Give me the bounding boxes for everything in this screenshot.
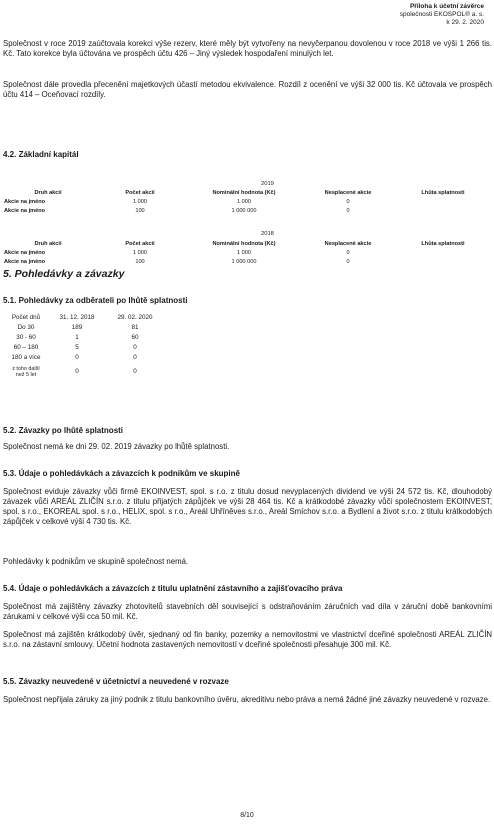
col-share-count: Počet akcií [125,241,155,247]
col-days: Počet dnů [11,314,41,321]
cell-value-2018: 1 [75,334,79,341]
cell-unpaid-shares: 0 [346,199,350,205]
col-maturity: Lhůta splatnosti [421,241,465,247]
cell-share-type: Akcie na jméno [4,259,46,265]
col-unpaid-shares: Nesplacené akcie [324,241,372,247]
col-nominal-value: Nominální hodnota (Kč) [212,241,276,247]
cell-value-2018: 0 [75,368,79,375]
col-date-2020: 29. 02. 2020 [117,314,153,321]
col-share-count: Počet akcií [125,190,155,196]
cell-nominal-value: 1 000 000 [231,259,257,265]
cell-unpaid-shares: 0 [346,208,350,214]
label-part-a: z toho další [12,366,40,372]
col-share-type: Druh akcií [34,190,62,196]
cell-unpaid-shares: 0 [346,259,350,265]
cell-share-count: 100 [135,208,145,214]
cell-value-2018: 5 [75,344,79,351]
header-line-1: Příloha k účetní závěrce [409,3,484,10]
table-row [4,323,164,333]
cell-share-count: 1 000 [133,250,147,256]
cell-share-type: Akcie na jméno [4,208,46,214]
section-4-2-title: 4.2. Základní kapitál [3,150,79,159]
cell-unpaid-shares: 0 [346,250,350,256]
receivables-table [4,313,164,381]
col-share-type: Druh akcií [34,241,62,247]
cell-share-count: 100 [135,259,145,265]
cell-value-2020: 0 [133,344,137,351]
cell-share-count: 1 000 [133,199,147,205]
cell-value-2020: 60 [131,334,139,341]
intro-paragraph-2: Společnost dále provedla přecenění majetkových účastí metodou ekvivalence. Rozdíl z ocenění ve výši 32 000 tis. Kč účtovala ve prospěch účtu 414 – Oceňovací rozdíly. [3,80,492,99]
section-5-5-text: Společnost nepřijala záruky za jiný podnik z titulu bankovního úvěru, akreditivu nebo práva a nemá žádné jiné závazky neuvedené v rozvaze. [3,695,491,704]
section-5-5-title: 5.5. Závazky neuvedené v účetnictví a neuvedené v rozvaze [3,677,229,686]
cell-days [4,363,48,381]
capital-table-header [4,240,490,249]
table-row [4,258,490,267]
cell-share-type: Akcie na jméno [4,250,46,256]
cell-value-2018: 189 [71,324,83,331]
section-5-3-text-2: Pohledávky k podnikům ve skupině společnost nemá. [3,557,189,566]
cell-value-2020: 0 [133,354,137,361]
cell-days: Do 30 [17,324,35,331]
section-5-title: 5. Pohledávky a závazky [3,268,125,280]
cell-days: 60 – 180 [13,344,39,351]
intro-paragraph-1: Společnost v roce 2019 zaúčtovala korekci výše rezerv, které měly být vytvořeny na nevyčerpanou dovolenou v roce 2018 ve výši 1 266 tis. Kč. Tato korekce byla účtována ve prospěch účtu 426 – Jiný výsledek hospodaření minulých let. [3,39,492,58]
table-row [4,333,164,343]
cell-nominal-value: 1 000 [237,199,251,205]
capital-table-header [4,189,490,198]
header-line-3: k 29. 2. 2020 [446,19,484,26]
col-date-2018: 31. 12. 2018 [59,314,95,321]
table-row [4,249,490,258]
cell-nominal-value: 1 000 000 [231,208,257,214]
table-row [4,363,164,381]
section-5-2-title: 5.2. Závazky po lhůtě splatnosti [3,426,124,435]
page-header [400,3,484,27]
cell-maturity [396,249,490,258]
cell-share-type: Akcie na jméno [4,199,46,205]
table-row [4,198,490,207]
cell-days: 30 - 60 [16,334,36,341]
cell-days: 180 a více [11,354,41,361]
section-5-1-title: 5.1. Pohledávky za odběrateli po lhůtě splatnosti [3,296,188,305]
capital-table-2018 [4,240,490,267]
col-maturity: Lhůta splatnosti [421,190,465,196]
capital-year-2019: 2019 [261,181,274,187]
cell-value-2020: 0 [133,368,137,375]
section-5-2-text: Společnost nemá ke dni 29. 02. 2019 závazky po lhůtě splatnosti. [3,442,230,451]
col-unpaid-shares: Nesplacené akcie [324,190,372,196]
cell-value-2018: 0 [75,354,79,361]
section-5-4-title: 5.4. Údaje o pohledávkách a závazcích z titulu uplatnění zástavního a zajišťovacího práva [3,584,343,593]
section-5-3-title: 5.3. Údaje o pohledávkách a závazcích k podnikům ve skupině [3,469,240,478]
section-5-3-text-1: Společnost eviduje závazky vůči firmě EKOINVEST, spol. s r.o. z titulu dosud nevyplacených dividend ve výši 24 572 tis. Kč, dlouhodobý závazek vůči AREÁL ZLIČÍN s.r.o. z titulu přijatých zápůjček ve výši 28 464 tis. Kč a krátkodobé závazky vůči společnostem EKOINVEST, spol. s r.o., EKOREAL spol. s r.o., HELIX, spol. s r.o., Areál Uhříněves s.r.o., Areál Smíchov s.r.o. a Bydlení a život s.r.o. z titulu krátkodobých zápůjček v celkové výši 4 730 tis. Kč. [3,487,492,526]
cell-maturity [396,198,490,207]
col-nominal-value: Nominální hodnota (Kč) [212,190,276,196]
capital-year-2018: 2018 [261,231,274,237]
capital-table-2019 [4,189,490,216]
cell-maturity [396,258,490,267]
label-part-b: než 5 let [15,372,37,378]
table-row [4,207,490,216]
table-row [4,353,164,363]
table-row [4,343,164,353]
page-number: 8/10 [240,812,254,819]
receivables-table-header [4,313,164,323]
cell-nominal-value: 1 000 [237,250,251,256]
section-5-4-text-1: Společnost má zajištěny závazky zhotovitelů stavebních děl související s odstraňováním záručních vad díla v záruční době bankovními zárukami v celkové výši cca 50 mil. Kč. [3,602,492,621]
section-5-4-text-2: Společnost má zajištěn krátkodobý úvěr, sjednaný od fin banky, pozemky a nemovitostmi ve vlastnictví dceřiné společnosti AREÁL ZLIČÍN s.r.o. na zástavní smlouvy. Účetní hodnota zastavených nemovitostí v dceřiné společnosti přesahuje 300 mil. Kč. [3,630,492,649]
cell-maturity [396,207,490,216]
header-line-2: společnosti EKOSPOL® a. s. [399,11,484,18]
cell-value-2020: 81 [131,324,139,331]
